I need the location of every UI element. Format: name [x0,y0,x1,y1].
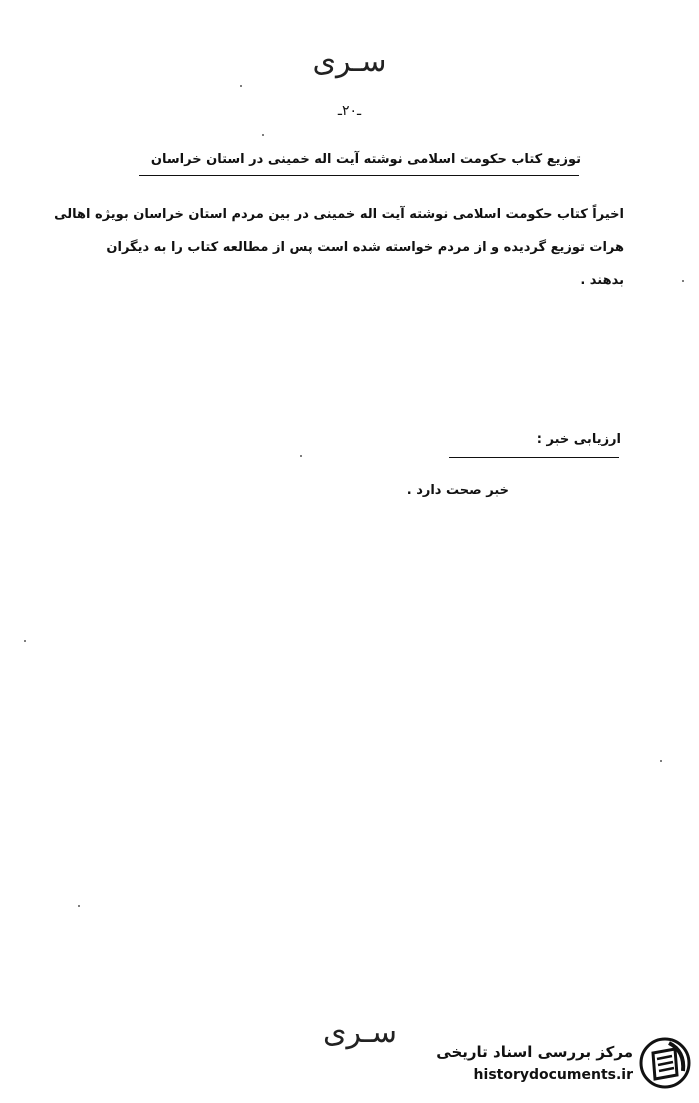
document-subject: توزیع کتاب حکومت اسلامی نوشته آیت اله خمینی در استان خراسان [150,152,581,167]
document-body [34,198,624,297]
classification-stamp-top: سـری [312,44,387,79]
scan-speck [24,640,26,642]
page-number: ـ۲۰ـ [337,103,362,119]
watermark-url: historydocuments.ir [473,1067,633,1083]
body-line: هرات توزیع گردیده و از مردم خواسته شده است پس از مطالعه کتاب را به دیگران [106,240,624,255]
watermark [411,1035,691,1095]
scan-speck [682,280,684,282]
scan-speck [240,85,242,87]
body-line: اخیراً کتاب حکومت اسلامی نوشته آیت اله خمینی در بین مردم استان خراسان بویژه اهالی [54,207,624,222]
scan-speck [78,905,80,907]
scan-speck [660,760,662,762]
assessment-text: خبر صحت دارد . [406,483,509,498]
scan-speck [300,455,302,457]
assessment-label: ارزیابی خبر : [536,432,621,447]
subject-underline [139,175,579,176]
assessment-underline [449,457,619,458]
body-line: بدهند . [580,273,624,288]
document-archive-icon [639,1037,691,1089]
classification-stamp-bottom: سـری [323,1015,397,1050]
scan-speck [262,134,264,136]
watermark-title: مرکز بررسی اسناد تاریخی [436,1043,633,1061]
